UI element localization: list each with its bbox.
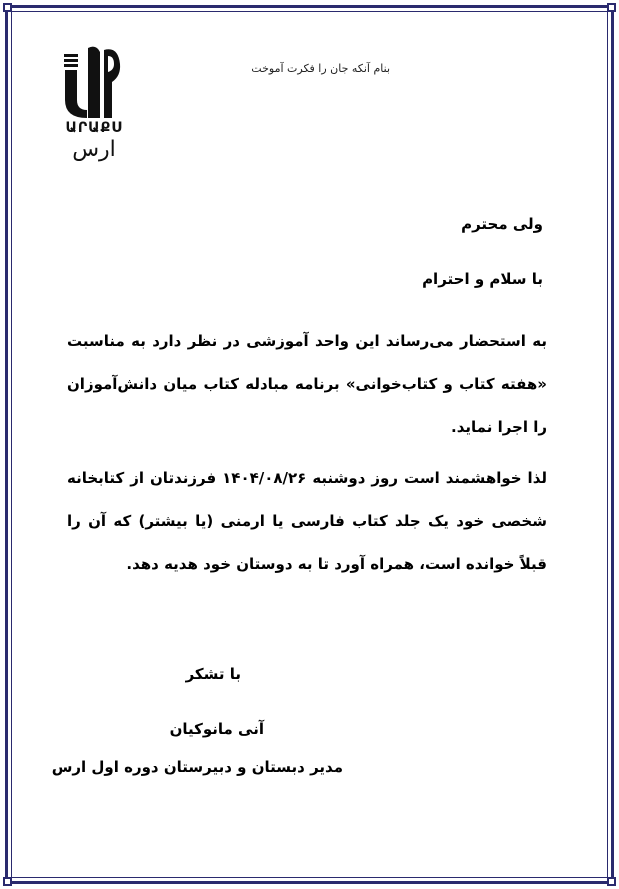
signatory-name: آنی مانوکیان bbox=[169, 720, 264, 738]
border-corner-top-left bbox=[3, 3, 12, 12]
logo-latin-text: ԱՐԱՔՍ bbox=[65, 120, 123, 136]
letter-paragraph-2: لذا خواهشمند است روز دوشنبه ۱۴۰۴/۰۸/۲۶ فرزندتان از کتابخانه شخصی خود یک جلد کتاب فارسی یا ارمنی (یا بیشتر) که آن را قبلاً خوانده است، همراه آورد تا به دوستان خود هدیه دهد. bbox=[67, 469, 547, 573]
letter-greeting: ولی محترم bbox=[461, 215, 543, 233]
letter-paragraph-1: به استحضار می‌رساند این واحد آموزشی در نظر دارد به مناسبت «هفته کتاب و کتاب‌خوانی» برنامه مبادله کتاب میان دانش‌آموزان را اجرا نماید. bbox=[67, 332, 547, 436]
border-corner-top-right bbox=[607, 3, 616, 12]
letter-salutation: با سلام و احترام bbox=[422, 270, 543, 288]
border-corner-bottom-left bbox=[3, 877, 12, 886]
letter-closing: با تشکر bbox=[185, 665, 241, 683]
header-invocation: بنام آنکه جان را فکرت آموخت bbox=[251, 62, 390, 75]
border-corner-bottom-right bbox=[607, 877, 616, 886]
logo-farsi-text: ارس bbox=[72, 137, 116, 162]
signatory-title: مدیر دبستان و دبیرستان دوره اول ارس bbox=[51, 758, 343, 776]
